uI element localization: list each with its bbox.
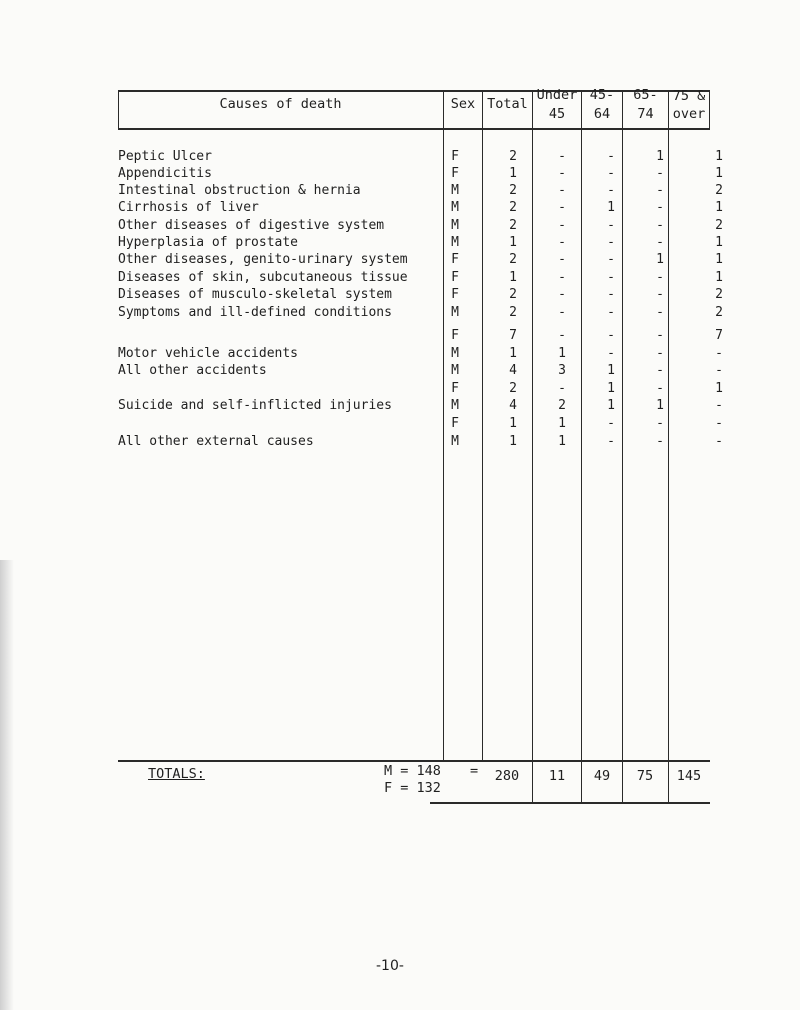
row-11-total: 7 <box>509 328 517 343</box>
row-8-under45: - <box>558 270 566 285</box>
row-8-75over: 1 <box>715 270 723 285</box>
row-1-4564: - <box>607 149 615 164</box>
row-9-6574: - <box>656 287 664 302</box>
row-12-cause: Motor vehicle accidents <box>118 346 299 361</box>
header-total: Total <box>487 96 528 112</box>
row-9-4564: - <box>607 287 615 302</box>
row-13-6574: - <box>656 363 664 378</box>
row-4-total: 2 <box>509 200 517 215</box>
row-1-75over: 1 <box>715 149 723 164</box>
row-5-75over: 2 <box>715 218 723 233</box>
row-10-4564: - <box>607 305 615 320</box>
row-5-6574: - <box>656 218 664 233</box>
row-11-75over: 7 <box>715 328 723 343</box>
row-7-cause: Other diseases, genito-urinary system <box>118 252 408 267</box>
row-9-under45: - <box>558 287 566 302</box>
row-9-75over: 2 <box>715 287 723 302</box>
row-9-sex: F <box>451 287 459 302</box>
row-13-under45: 3 <box>558 363 566 378</box>
row-4-4564: 1 <box>607 200 615 215</box>
row-7-under45: - <box>558 252 566 267</box>
row-7-sex: F <box>451 252 459 267</box>
row-7-4564: - <box>607 252 615 267</box>
row-17-75over: - <box>715 434 723 449</box>
row-7-75over: 1 <box>715 252 723 267</box>
totals-label: TOTALS: <box>148 766 205 782</box>
row-17-6574: - <box>656 434 664 449</box>
row-5-total: 2 <box>509 218 517 233</box>
row-1-sex: F <box>451 149 459 164</box>
sex-col-left-rule <box>443 90 444 760</box>
row-15-total: 4 <box>509 398 517 413</box>
row-16-sex: F <box>451 416 459 431</box>
row-1-total: 2 <box>509 149 517 164</box>
table-right-rule <box>709 90 710 128</box>
header-6574-top: 65- <box>633 87 658 103</box>
row-11-sex: F <box>451 328 459 343</box>
row-8-cause: Diseases of skin, subcutaneous tissue <box>118 270 408 285</box>
row-11-under45: - <box>558 328 566 343</box>
row-11-4564: - <box>607 328 615 343</box>
row-5-sex: M <box>451 218 459 233</box>
row-2-sex: F <box>451 166 459 181</box>
row-13-75over: - <box>715 363 723 378</box>
row-2-4564: - <box>607 166 615 181</box>
4564-col-left-rule <box>581 90 582 802</box>
row-15-cause: Suicide and self-inflicted injuries <box>118 398 392 413</box>
row-13-total: 4 <box>509 363 517 378</box>
row-4-6574: - <box>656 200 664 215</box>
row-17-total: 1 <box>509 434 517 449</box>
row-14-4564: 1 <box>607 381 615 396</box>
row-2-under45: - <box>558 166 566 181</box>
header-causes: Causes of death <box>219 96 342 112</box>
row-6-sex: M <box>451 235 459 250</box>
row-6-under45: - <box>558 235 566 250</box>
totals-75over: 145 <box>676 768 702 784</box>
row-15-under45: 2 <box>558 398 566 413</box>
row-14-6574: - <box>656 381 664 396</box>
row-17-cause: All other external causes <box>118 434 314 449</box>
totals-6574: 75 <box>636 768 654 784</box>
totals-4564: 49 <box>593 768 611 784</box>
row-1-cause: Peptic Ulcer <box>118 149 212 164</box>
row-17-sex: M <box>451 434 459 449</box>
page-number: -10- <box>376 958 404 974</box>
row-2-6574: - <box>656 166 664 181</box>
row-3-4564: - <box>607 183 615 198</box>
row-6-4564: - <box>607 235 615 250</box>
scan-edge-shadow <box>0 560 14 1010</box>
row-1-6574: 1 <box>656 149 664 164</box>
row-12-6574: - <box>656 346 664 361</box>
totals-equals: = <box>470 763 479 779</box>
row-10-6574: - <box>656 305 664 320</box>
row-15-75over: - <box>715 398 723 413</box>
header-75-top: 75 & <box>672 88 706 104</box>
row-4-75over: 1 <box>715 200 723 215</box>
header-4564-top: 45- <box>589 87 615 103</box>
row-17-4564: - <box>607 434 615 449</box>
row-10-total: 2 <box>509 305 517 320</box>
row-16-total: 1 <box>509 416 517 431</box>
header-4564-bottom: 64 <box>593 106 611 122</box>
row-14-under45: - <box>558 381 566 396</box>
under45-col-left-rule <box>532 90 533 802</box>
row-3-cause: Intestinal obstruction & hernia <box>118 183 361 198</box>
row-5-under45: - <box>558 218 566 233</box>
header-under45-top: Under <box>536 87 578 103</box>
row-5-cause: Other diseases of digestive system <box>118 218 385 233</box>
row-12-4564: - <box>607 346 615 361</box>
total-col-left-rule <box>482 90 483 760</box>
row-9-total: 2 <box>509 287 517 302</box>
row-13-sex: M <box>451 363 459 378</box>
header-75-bottom: over <box>672 106 706 122</box>
row-8-sex: F <box>451 270 459 285</box>
row-2-total: 1 <box>509 166 517 181</box>
row-16-6574: - <box>656 416 664 431</box>
row-6-6574: - <box>656 235 664 250</box>
row-11-6574: - <box>656 328 664 343</box>
row-13-cause: All other accidents <box>118 363 267 378</box>
row-8-4564: - <box>607 270 615 285</box>
header-under45-bottom: 45 <box>548 106 566 122</box>
header-sex: Sex <box>450 96 476 112</box>
totals-female: F = 132 <box>384 780 441 796</box>
row-13-4564: 1 <box>607 363 615 378</box>
row-6-75over: 1 <box>715 235 723 250</box>
row-1-under45: - <box>558 149 566 164</box>
header-6574-bottom: 74 <box>637 106 654 122</box>
row-10-sex: M <box>451 305 459 320</box>
row-2-cause: Appendicitis <box>118 166 212 181</box>
row-12-75over: - <box>715 346 723 361</box>
row-3-total: 2 <box>509 183 517 198</box>
row-12-sex: M <box>451 346 459 361</box>
row-12-total: 1 <box>509 346 517 361</box>
row-5-4564: - <box>607 218 615 233</box>
row-10-under45: - <box>558 305 566 320</box>
row-16-75over: - <box>715 416 723 431</box>
row-4-under45: - <box>558 200 566 215</box>
row-3-75over: 2 <box>715 183 723 198</box>
row-14-sex: F <box>451 381 459 396</box>
row-2-75over: 1 <box>715 166 723 181</box>
row-3-6574: - <box>656 183 664 198</box>
row-10-75over: 2 <box>715 305 723 320</box>
row-8-total: 1 <box>509 270 517 285</box>
totals-male: M = 148 <box>384 763 441 779</box>
row-4-sex: M <box>451 200 459 215</box>
row-14-total: 2 <box>509 381 517 396</box>
row-3-under45: - <box>558 183 566 198</box>
row-10-cause: Symptoms and ill-defined conditions <box>118 305 392 320</box>
totals-total: 280 <box>494 768 520 784</box>
row-3-sex: M <box>451 183 459 198</box>
row-15-4564: 1 <box>607 398 615 413</box>
row-7-total: 2 <box>509 252 517 267</box>
row-8-6574: - <box>656 270 664 285</box>
row-15-sex: M <box>451 398 459 413</box>
row-7-6574: 1 <box>656 252 664 267</box>
row-15-6574: 1 <box>656 398 664 413</box>
row-6-cause: Hyperplasia of prostate <box>118 235 299 250</box>
totals-bottom-rule <box>430 802 710 804</box>
row-16-4564: - <box>607 416 615 431</box>
row-16-under45: 1 <box>558 416 566 431</box>
row-6-total: 1 <box>509 235 517 250</box>
row-4-cause: Cirrhosis of liver <box>118 200 259 215</box>
totals-under45: 11 <box>548 768 566 784</box>
row-14-75over: 1 <box>715 381 723 396</box>
row-17-under45: 1 <box>558 434 566 449</box>
row-12-under45: 1 <box>558 346 566 361</box>
row-9-cause: Diseases of musculo-skeletal system <box>118 287 392 302</box>
